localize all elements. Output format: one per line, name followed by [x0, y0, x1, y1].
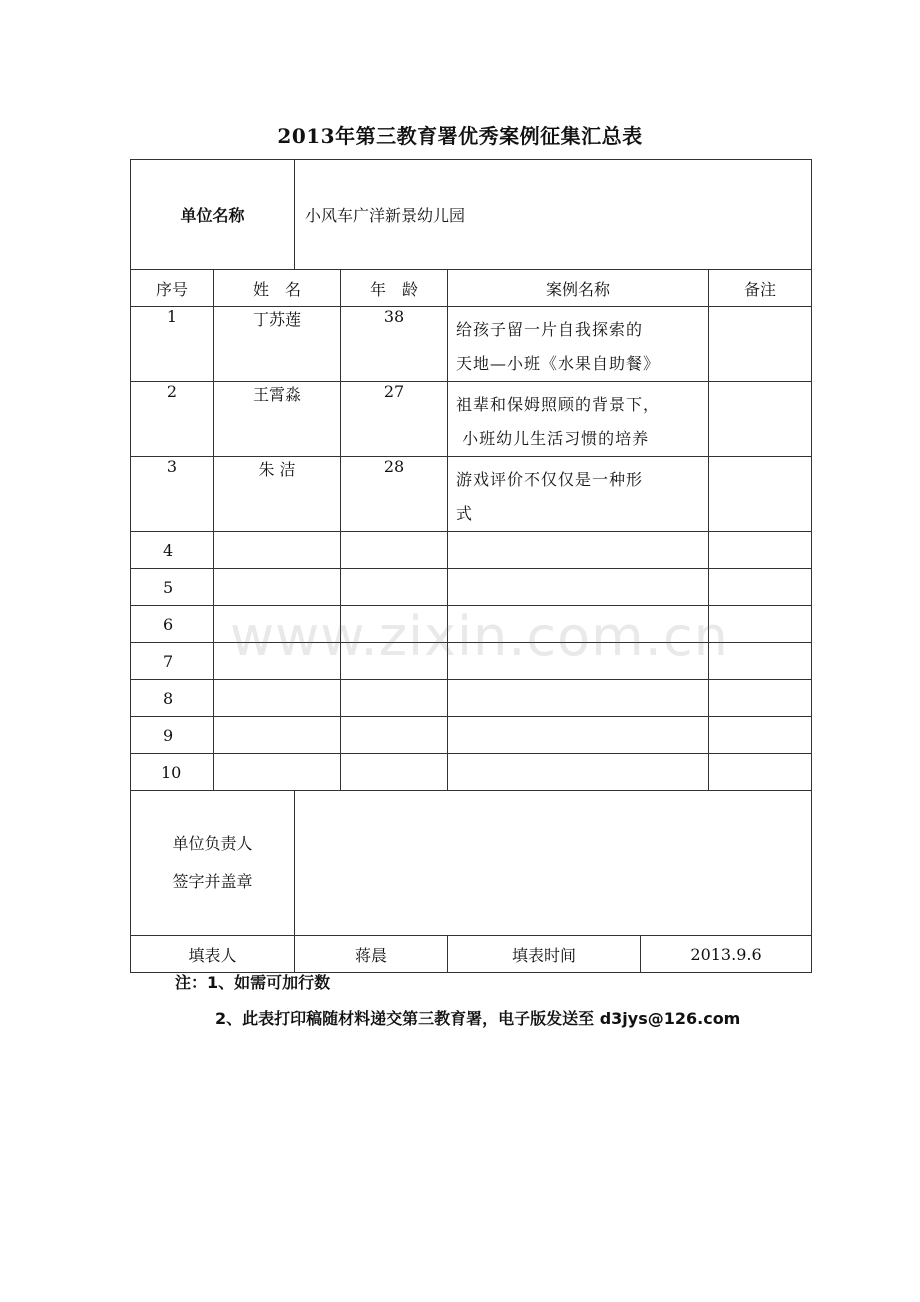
- row-age[interactable]: 28: [341, 457, 448, 532]
- date-label: 填表时间: [448, 936, 641, 973]
- row-name[interactable]: 朱 洁: [214, 457, 341, 532]
- row-name[interactable]: [214, 532, 341, 569]
- page-title: 2013年第三教育署优秀案例征集汇总表: [277, 124, 643, 148]
- row-seq: 10: [131, 754, 214, 791]
- row-case[interactable]: [448, 457, 709, 532]
- row-age[interactable]: [341, 754, 448, 791]
- table-row: [131, 680, 812, 717]
- row-seq: 5: [131, 569, 214, 606]
- table-row: [131, 532, 812, 569]
- row-name[interactable]: [214, 754, 341, 791]
- case-line: 小班幼儿生活习惯的培养: [456, 429, 650, 448]
- row-note[interactable]: [709, 754, 812, 791]
- row-note[interactable]: [709, 717, 812, 754]
- summary-table: [130, 159, 812, 973]
- table-row: [131, 754, 812, 791]
- row-note[interactable]: [709, 680, 812, 717]
- row-seq: 1: [131, 307, 214, 382]
- row-seq: 8: [131, 680, 214, 717]
- row-seq: 9: [131, 717, 214, 754]
- row-note[interactable]: [709, 532, 812, 569]
- row-case[interactable]: [448, 569, 709, 606]
- filler-value[interactable]: 蒋晨: [295, 936, 448, 973]
- table-row: [131, 382, 812, 457]
- signature-label: [131, 791, 295, 936]
- row-name[interactable]: [214, 680, 341, 717]
- table-row: [131, 457, 812, 532]
- row-seq: 6: [131, 606, 214, 643]
- row-name[interactable]: 王霄淼: [214, 382, 341, 457]
- note-line-1: 注：1、如需可加行数: [175, 973, 331, 992]
- row-name[interactable]: [214, 569, 341, 606]
- signature-label-line: 签字并盖章: [172, 872, 253, 891]
- unit-label: 单位名称: [131, 160, 295, 270]
- row-case[interactable]: [448, 382, 709, 457]
- header-row: [131, 270, 812, 307]
- unit-row: [131, 160, 812, 270]
- header-age: 年 龄: [341, 270, 448, 307]
- case-line: 祖辈和保姆照顾的背景下，: [456, 395, 661, 414]
- footer-row: [131, 936, 812, 973]
- row-name[interactable]: 丁苏莲: [214, 307, 341, 382]
- unit-value[interactable]: 小风车广洋新景幼儿园: [295, 160, 812, 270]
- row-seq: 2: [131, 382, 214, 457]
- row-note[interactable]: [709, 307, 812, 382]
- table-row: [131, 307, 812, 382]
- note-line-2: 2、此表打印稿随材料递交第三教育署，电子版发送至 d3jys@126.com: [215, 1009, 741, 1028]
- date-value[interactable]: 2013.9.6: [641, 936, 812, 973]
- header-case: 案例名称: [448, 270, 709, 307]
- signature-label-line: 单位负责人: [172, 834, 253, 853]
- row-age[interactable]: [341, 569, 448, 606]
- row-case[interactable]: [448, 717, 709, 754]
- header-note: 备注: [709, 270, 812, 307]
- watermark: www.zixin.com.cn: [230, 605, 729, 668]
- row-age[interactable]: [341, 717, 448, 754]
- row-age[interactable]: 27: [341, 382, 448, 457]
- signature-area[interactable]: [295, 791, 812, 936]
- table-row: [131, 717, 812, 754]
- header-name: 姓 名: [214, 270, 341, 307]
- row-case[interactable]: [448, 680, 709, 717]
- row-note[interactable]: [709, 382, 812, 457]
- case-line: 给孩子留一片自我探索的: [456, 320, 644, 339]
- row-age[interactable]: [341, 532, 448, 569]
- row-case[interactable]: [448, 532, 709, 569]
- row-case[interactable]: [448, 307, 709, 382]
- row-name[interactable]: [214, 717, 341, 754]
- row-age[interactable]: [341, 680, 448, 717]
- row-note[interactable]: [709, 457, 812, 532]
- signature-row: [131, 791, 812, 936]
- row-seq: 7: [131, 643, 214, 680]
- row-case[interactable]: [448, 754, 709, 791]
- filler-label: 填表人: [131, 936, 295, 973]
- row-note[interactable]: [709, 569, 812, 606]
- case-line: 天地—小班《水果自助餐》: [456, 354, 661, 373]
- case-line: 式: [456, 504, 474, 523]
- table-row: [131, 569, 812, 606]
- row-age[interactable]: 38: [341, 307, 448, 382]
- header-seq: 序号: [131, 270, 214, 307]
- case-line: 游戏评价不仅仅是一种形: [456, 470, 644, 489]
- notes: [175, 970, 740, 1042]
- row-seq: 4: [131, 532, 214, 569]
- row-seq: 3: [131, 457, 214, 532]
